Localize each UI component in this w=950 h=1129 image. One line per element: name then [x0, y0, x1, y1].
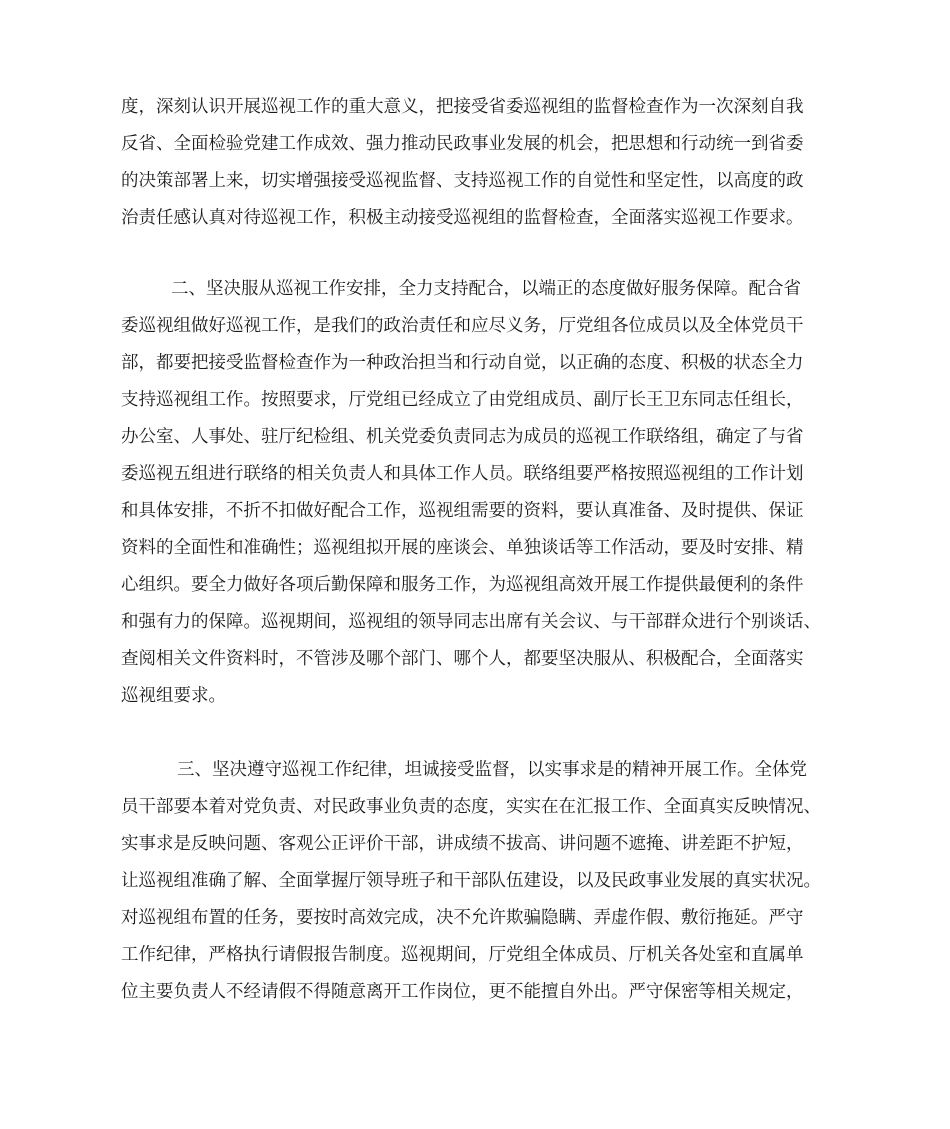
text-line: 实事求是反映问题、客观公正评价干部，讲成绩不拔高、讲问题不遮掩、讲差距不护短，	[121, 834, 804, 854]
paragraph-section-three	[121, 752, 841, 1011]
section-three-heading-line: 三、坚决遵守巡视工作纪律，坦诚接受监督，以实事求是的精神开展工作。全体党	[177, 760, 807, 780]
paragraph-section-two	[121, 271, 841, 715]
text-line: 让巡视组准确了解、全面掌握厅领导班子和干部队伍建设，以及民政事业发展的真实状况。	[121, 871, 821, 891]
text-line: 和具体安排，不折不扣做好配合工作，巡视组需要的资料，要认真准备、及时提供、保证	[121, 501, 804, 521]
text-line: 工作纪律，严格执行请假报告制度。巡视期间，厅党组全体成员、厅机关各处室和直属单	[121, 945, 804, 965]
text-line: 治责任感认真对待巡视工作，积极主动接受巡视组的监督检查，全面落实巡视工作要求。	[121, 208, 804, 228]
text-line: 支持巡视组工作。按照要求，厅党组已经成立了由党组成员、副厅长王卫东同志任组长，	[121, 390, 804, 410]
text-line: 反省、全面检验党建工作成效、强力推动民政事业发展的机会，把思想和行动统一到省委	[121, 134, 804, 154]
section-two-heading-line: 二、坚决服从巡视工作安排，全力支持配合，以端正的态度做好服务保障。配合省	[171, 279, 801, 299]
paragraph-continuation	[121, 89, 841, 237]
text-line: 部，都要把接受监督检查作为一种政治担当和行动自觉，以正确的态度、积极的状态全力	[121, 353, 804, 373]
text-line: 员干部要本着对党负责、对民政事业负责的态度，实实在在汇报工作、全面真实反映情况、	[121, 797, 821, 817]
text-line: 对巡视组布置的任务，要按时高效完成，决不允许欺骗隐瞒、弄虚作假、敷衍拖延。严守	[121, 908, 804, 928]
text-line: 委巡视组做好巡视工作，是我们的政治责任和应尽义务，厅党组各位成员以及全体党员干	[121, 316, 804, 336]
text-line: 办公室、人事处、驻厅纪检组、机关党委负责同志为成员的巡视工作联络组，确定了与省	[121, 427, 804, 447]
text-line: 位主要负责人不经请假不得随意离开工作岗位，更不能擅自外出。严守保密等相关规定，	[121, 982, 804, 1002]
text-line: 委巡视五组进行联络的相关负责人和具体工作人员。联络组要严格按照巡视组的工作计划	[121, 464, 804, 484]
text-line: 度，深刻认识开展巡视工作的重大意义，把接受省委巡视组的监督检查作为一次深刻自我	[121, 97, 804, 117]
text-line: 资料的全面性和准确性；巡视组拟开展的座谈会、单独谈话等工作活动，要及时安排、精	[121, 538, 804, 558]
text-line: 和强有力的保障。巡视期间，巡视组的领导同志出席有关会议、与干部群众进行个别谈话、	[121, 612, 821, 632]
text-line: 查阅相关文件资料时，不管涉及哪个部门、哪个人，都要坚决服从、积极配合，全面落实	[121, 649, 804, 669]
text-line: 巡视组要求。	[121, 686, 226, 706]
text-line: 的决策部署上来，切实增强接受巡视监督、支持巡视工作的自觉性和坚定性，以高度的政	[121, 171, 804, 191]
text-line: 心组织。要全力做好各项后勤保障和服务工作，为巡视组高效开展工作提供最便利的条件	[121, 575, 804, 595]
